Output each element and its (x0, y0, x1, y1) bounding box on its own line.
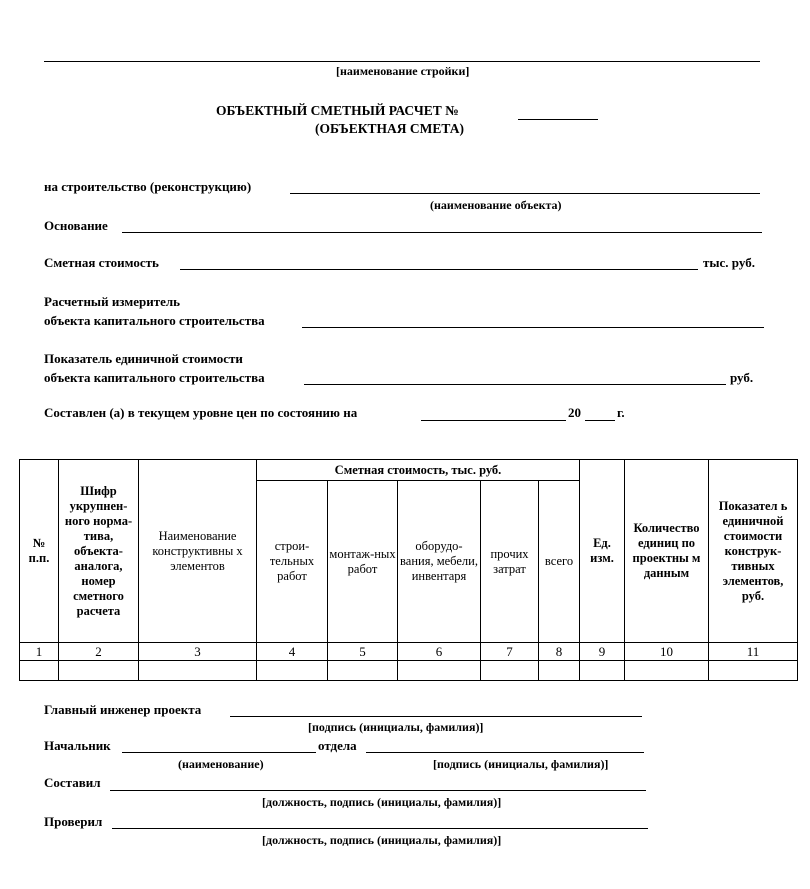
head-department-line (122, 752, 316, 753)
object-name-caption: (наименование объекта) (430, 198, 562, 212)
unit-cost-unit: руб. (730, 370, 754, 385)
table-cell-empty (624, 660, 709, 681)
estimate-number-line (518, 119, 598, 120)
table-cell-empty (256, 660, 328, 681)
basis-line (122, 232, 762, 233)
table-cell-empty (480, 660, 539, 681)
header-col-code: Шифр укрупнен-ного норма-тива, объекта-аналога, номер сметного расчета (58, 459, 139, 643)
header-col-installation: монтаж-ных работ (327, 480, 398, 643)
col-number-cell: 2 (58, 642, 139, 661)
compiled-by-line (110, 790, 646, 791)
table-cell-empty (58, 660, 139, 681)
object-name-line (290, 193, 760, 194)
header-col-indicator: Показател ь единичной стоимости конструк-тивных элементов, руб. (708, 459, 798, 643)
header-cost-group: Сметная стоимость, тыс. руб. (256, 459, 580, 481)
col-number-cell: 9 (579, 642, 625, 661)
department-name-caption: (наименование) (178, 757, 264, 771)
construction-label: на строительство (реконструкцию) (44, 179, 252, 194)
year-line (585, 420, 615, 421)
checked-line (112, 828, 648, 829)
estimate-table (19, 459, 798, 681)
header-col-unit: Ед. изм. (579, 459, 625, 643)
chief-engineer-line (230, 716, 642, 717)
meter-label-line1: Расчетный измеритель (44, 294, 181, 309)
year-prefix: 20 (568, 405, 581, 420)
construction-name-line (44, 61, 760, 62)
col-number-cell: 1 (19, 642, 59, 661)
header-col-other: прочих затрат (480, 480, 539, 643)
meter-label-line2: объекта капитального строительства (44, 313, 265, 328)
department-label: отдела (318, 738, 357, 753)
table-cell-empty (19, 660, 59, 681)
compiled-by-label: Составил (44, 775, 101, 790)
date-line (421, 420, 566, 421)
page-title: ОБЪЕКТНЫЙ СМЕТНЫЙ РАСЧЕТ № (216, 103, 459, 118)
checked-caption: [должность, подпись (инициалы, фамилия)] (262, 833, 502, 847)
col-number-cell: 10 (624, 642, 709, 661)
header-col-total: всего (538, 480, 580, 643)
table-cell-empty (579, 660, 625, 681)
table-cell-empty (327, 660, 398, 681)
table-cell-empty (138, 660, 257, 681)
meter-line (302, 327, 764, 328)
table-cell-empty (538, 660, 580, 681)
header-col-construction: строи-тельных работ (256, 480, 328, 643)
unit-cost-line (304, 384, 726, 385)
checked-label: Проверил (44, 814, 103, 829)
compiled-by-caption: [должность, подпись (инициалы, фамилия)] (262, 795, 502, 809)
header-col-elements: Наименование конструктивны х элементов (138, 459, 257, 643)
table-cell-empty (397, 660, 481, 681)
estimated-cost-line (180, 269, 698, 270)
basis-label: Основание (44, 218, 108, 233)
col-number-cell: 7 (480, 642, 539, 661)
head-label: Начальник (44, 738, 111, 753)
header-col-equipment: оборудо-вания, мебели, инвентаря (397, 480, 481, 643)
chief-engineer-label: Главный инженер проекта (44, 702, 202, 717)
head-signature-line (366, 752, 644, 753)
year-suffix: г. (617, 405, 625, 420)
estimated-cost-label: Сметная стоимость (44, 255, 159, 270)
col-number-cell: 3 (138, 642, 257, 661)
header-col-number: № п.п. (19, 459, 59, 643)
construction-name-caption: [наименование стройки] (336, 64, 470, 78)
page-subtitle: (ОБЪЕКТНАЯ СМЕТА) (315, 121, 464, 136)
chief-engineer-caption: [подпись (инициалы, фамилия)] (308, 720, 484, 734)
col-number-cell: 8 (538, 642, 580, 661)
unit-cost-label-line2: объекта капитального строительства (44, 370, 265, 385)
col-number-cell: 4 (256, 642, 328, 661)
col-number-cell: 11 (708, 642, 798, 661)
header-col-quantity: Количество единиц по проектны м данным (624, 459, 709, 643)
estimated-cost-unit: тыс. руб. (703, 255, 755, 270)
unit-cost-label-line1: Показатель единичной стоимости (44, 351, 243, 366)
head-signature-caption: [подпись (инициалы, фамилия)] (433, 757, 609, 771)
table-cell-empty (708, 660, 798, 681)
col-number-cell: 6 (397, 642, 481, 661)
col-number-cell: 5 (327, 642, 398, 661)
compiled-label: Составлен (а) в текущем уровне цен по состоянию на (44, 405, 358, 420)
